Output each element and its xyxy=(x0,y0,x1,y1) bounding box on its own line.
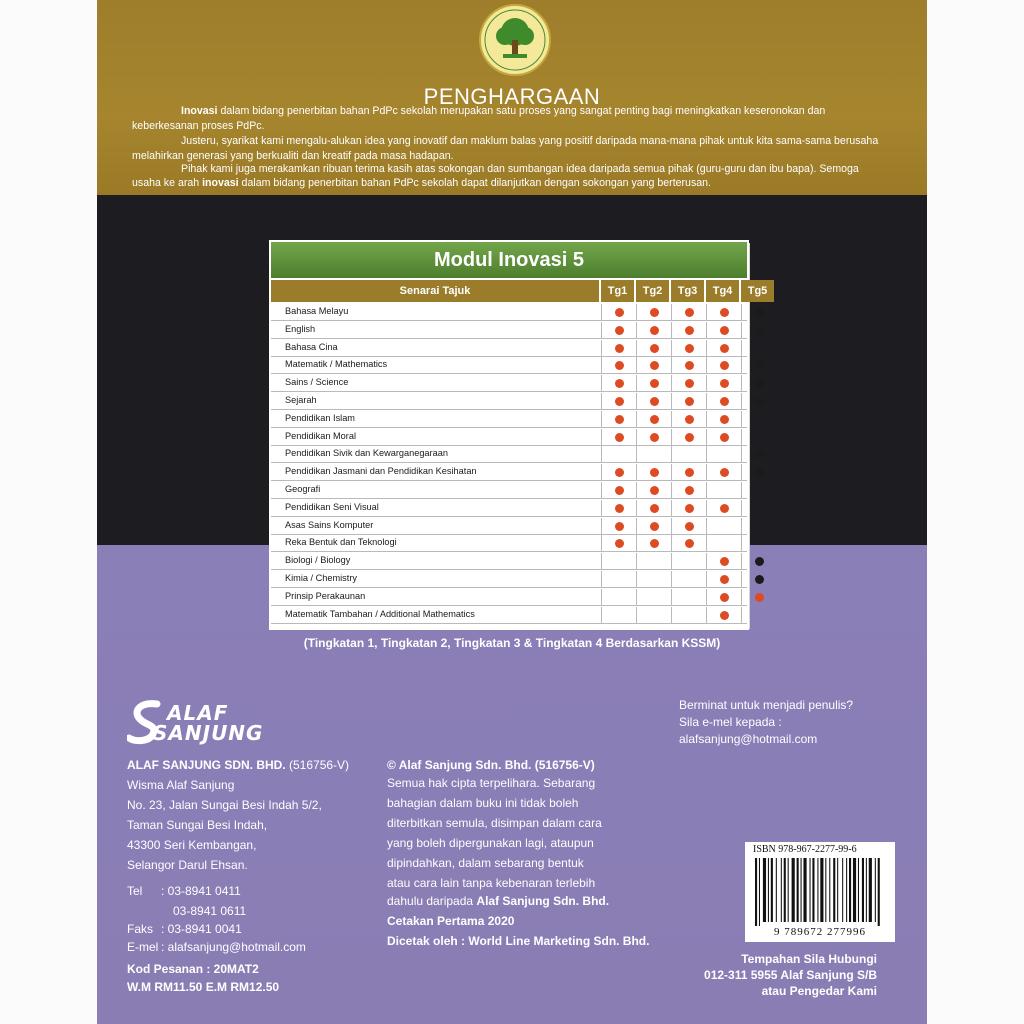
orange-dot-icon xyxy=(615,326,624,335)
table-row xyxy=(271,340,747,357)
table-row xyxy=(271,535,747,552)
paragraph-2-line-1: Justeru, syarikat kami mengalu-alukan idea yang inovatif dan maklum balas yang positif daripada mana-mana pihak untuk kita sama-sama berusaha xyxy=(181,135,879,147)
black-dot-icon xyxy=(755,379,764,388)
orange-dot-icon xyxy=(720,308,729,317)
orange-dot-icon xyxy=(650,344,659,353)
row-subject-label: Bahasa Melayu xyxy=(285,306,349,316)
orange-dot-icon xyxy=(685,344,694,353)
orange-dot-icon xyxy=(720,344,729,353)
table-cell-tg3 xyxy=(671,464,706,481)
address-line-3: Taman Sungai Besi Indah, xyxy=(127,818,268,832)
table-row xyxy=(271,464,747,481)
brand-line-2: SANJUNG xyxy=(153,721,264,745)
address-line-1: Wisma Alaf Sanjung xyxy=(127,778,235,792)
table-cell-tg1 xyxy=(601,500,636,517)
copyright-text-6: atau cara lain tanpa kebenaran terlebih xyxy=(387,876,596,890)
table-cell-tg1 xyxy=(601,411,636,428)
isbn-barcode xyxy=(745,842,895,942)
table-row xyxy=(271,429,747,446)
table-cell-tg5 xyxy=(741,322,776,339)
row-subject-label: Pendidikan Islam xyxy=(285,412,355,423)
paragraph-3-text-a: usaha ke arah xyxy=(132,177,203,189)
table-cell-tg2 xyxy=(636,340,671,357)
orange-dot-icon xyxy=(615,397,624,406)
table-cell-tg3 xyxy=(671,571,706,588)
writer-email: alafsanjung@hotmail.com xyxy=(679,732,818,746)
copyright-text-3: diterbitkan semula, disimpan dalam cara xyxy=(387,816,602,830)
row-subject-label: Pendidikan Seni Visual xyxy=(285,501,379,512)
table-row xyxy=(271,322,747,339)
table-row xyxy=(271,375,747,392)
orange-dot-icon xyxy=(720,593,729,602)
table-row xyxy=(271,589,747,606)
barcode-bar xyxy=(784,858,786,922)
tel-label: Tel xyxy=(127,884,143,898)
table-cell-tg4 xyxy=(706,357,741,374)
orange-dot-icon xyxy=(685,468,694,477)
orange-dot-icon xyxy=(615,486,624,495)
table-cell-tg4 xyxy=(706,518,741,535)
table-cell-tg2 xyxy=(636,482,671,499)
table-cell-tg5 xyxy=(741,340,776,357)
barcode-bar xyxy=(825,858,826,922)
table-cell-tg5 xyxy=(741,571,776,588)
table-cell-tg3 xyxy=(671,304,706,321)
table-cell-tg5 xyxy=(741,500,776,517)
copyright-text-7 xyxy=(387,894,609,908)
table-cell-tg4 xyxy=(706,500,741,517)
orange-dot-icon xyxy=(650,415,659,424)
black-dot-icon xyxy=(755,468,764,477)
table-cell-tg2 xyxy=(636,500,671,517)
orange-dot-icon xyxy=(685,415,694,424)
paragraph-2-line-2: melahirkan generasi yang berkualiti dan kreatif pada masa hadapan. xyxy=(132,150,454,162)
table-cell-tg3 xyxy=(671,322,706,339)
table-cell-tg2 xyxy=(636,589,671,606)
orange-dot-icon xyxy=(650,379,659,388)
table-cell-tg1 xyxy=(601,375,636,392)
orange-dot-icon xyxy=(685,522,694,531)
row-subject-label: Matematik Tambahan / Additional Mathematics xyxy=(285,608,475,619)
table-cell-tg3 xyxy=(671,393,706,410)
table-cell-tg3 xyxy=(671,340,706,357)
paragraph-3-text-b: dalam bidang penerbitan bahan PdPc sekolah dapat dilanjutkan dengan sokongan yang berterusan. xyxy=(238,177,711,189)
orange-dot-icon xyxy=(615,308,624,317)
orange-dot-icon xyxy=(650,308,659,317)
table-cell-tg2 xyxy=(636,446,671,463)
col-header-tg3: Tg3 xyxy=(671,280,704,302)
col-header-tg5: Tg5 xyxy=(741,280,774,302)
table-cell-tg4 xyxy=(706,340,741,357)
barcode-bar xyxy=(842,858,843,922)
orange-dot-icon xyxy=(720,379,729,388)
orange-dot-icon xyxy=(685,397,694,406)
table-cell-tg5 xyxy=(741,393,776,410)
table-cell-tg1 xyxy=(601,393,636,410)
address-line-5: Selangor Darul Ehsan. xyxy=(127,858,248,872)
orange-dot-icon xyxy=(615,415,624,424)
email-address: : alafsanjung@hotmail.com xyxy=(161,940,306,954)
paragraph-3-line-2 xyxy=(132,176,922,191)
black-dot-icon xyxy=(755,575,764,584)
table-cell-tg5 xyxy=(741,607,776,624)
copyright-line: © Alaf Sanjung Sdn. Bhd. (516756-V) xyxy=(387,758,595,772)
black-dot-icon xyxy=(755,450,764,459)
orange-dot-icon xyxy=(720,433,729,442)
col-header-subject: Senarai Tajuk xyxy=(271,280,599,302)
row-subject-label: Kimia / Chemistry xyxy=(285,573,357,583)
table-cell-tg1 xyxy=(601,340,636,357)
col-header-tg1: Tg1 xyxy=(601,280,634,302)
orange-dot-icon xyxy=(650,468,659,477)
table-cell-tg4 xyxy=(706,393,741,410)
table-cell-tg4 xyxy=(706,535,741,552)
isbn-label: ISBN 978-967-2277-99-6 xyxy=(753,844,857,855)
orange-dot-icon xyxy=(615,468,624,477)
orange-dot-icon xyxy=(720,397,729,406)
orange-dot-icon xyxy=(720,557,729,566)
black-dot-icon xyxy=(755,557,764,566)
printer: Dicetak oleh : World Line Marketing Sdn. Bhd. xyxy=(387,934,650,948)
barcode-bar xyxy=(792,858,795,922)
table-title: Modul Inovasi 5 xyxy=(271,242,747,278)
fax-number: : 03-8941 0041 xyxy=(161,922,242,936)
orange-dot-icon xyxy=(650,486,659,495)
table-cell-tg2 xyxy=(636,322,671,339)
table-cell-tg1 xyxy=(601,357,636,374)
orange-dot-icon xyxy=(685,379,694,388)
orange-dot-icon xyxy=(720,504,729,513)
table-cell-tg2 xyxy=(636,375,671,392)
paragraph-3-line-1: Pihak kami juga merakamkan ribuan terima kasih atas sokongan dan sumbangan idea daripada semua pihak (guru-guru dan ibu bapa). Semoga xyxy=(181,163,859,175)
barcode-bar xyxy=(801,858,802,922)
paragraph-1-line-1 xyxy=(181,104,901,119)
table-cell-tg5 xyxy=(741,553,776,570)
alaf-sanjung-logo xyxy=(127,700,287,748)
barcode-bar xyxy=(862,858,864,922)
barcode-icon xyxy=(745,858,895,928)
table-cell-tg5 xyxy=(741,518,776,535)
table-cell-tg4 xyxy=(706,375,741,392)
edition: Cetakan Pertama 2020 xyxy=(387,914,515,928)
row-subject-label: Sejarah xyxy=(285,395,317,405)
table-cell-tg3 xyxy=(671,607,706,624)
address-line-4: 43300 Seri Kembangan, xyxy=(127,838,257,852)
table-cell-tg3 xyxy=(671,375,706,392)
table-cell-tg5 xyxy=(741,375,776,392)
black-dot-icon xyxy=(755,308,764,317)
paragraph-3-inovasi: inovasi xyxy=(202,177,239,189)
barcode-bar xyxy=(755,858,757,926)
barcode-bar xyxy=(788,858,789,922)
col-header-tg4: Tg4 xyxy=(706,280,739,302)
table-row xyxy=(271,393,747,410)
orange-dot-icon xyxy=(720,468,729,477)
row-subject-label: Pendidikan Moral xyxy=(285,430,356,441)
row-subject-label: Prinsip Perakaunan xyxy=(285,590,366,601)
table-cell-tg1 xyxy=(601,304,636,321)
table-cell-tg5 xyxy=(741,429,776,446)
row-subject-label: Biologi / Biology xyxy=(285,555,351,566)
email-label: E-mel xyxy=(127,940,159,954)
orange-dot-icon xyxy=(685,308,694,317)
table-cell-tg2 xyxy=(636,429,671,446)
table-cell-tg2 xyxy=(636,464,671,481)
orange-dot-icon xyxy=(650,504,659,513)
table-cell-tg1 xyxy=(601,553,636,570)
orange-dot-icon xyxy=(685,486,694,495)
table-cell-tg3 xyxy=(671,482,706,499)
writer-invite-1: Berminat untuk menjadi penulis? xyxy=(679,698,854,712)
orange-dot-icon xyxy=(650,433,659,442)
table-cell-tg5 xyxy=(741,482,776,499)
table-row xyxy=(271,446,747,463)
barcode-bar xyxy=(797,858,799,922)
table-cell-tg1 xyxy=(601,482,636,499)
table-row xyxy=(271,553,747,570)
barcode-bar xyxy=(849,858,851,922)
table-row xyxy=(271,500,747,517)
tree-logo-icon xyxy=(479,4,551,76)
barcode-bar xyxy=(810,858,811,922)
table-cell-tg5 xyxy=(741,304,776,321)
row-subject-label: Pendidikan Sivik dan Kewarganegaraan xyxy=(285,448,448,459)
table-cell-tg5 xyxy=(741,446,776,463)
orange-dot-icon xyxy=(685,504,694,513)
table-row xyxy=(271,571,747,588)
row-subject-label: Geografi xyxy=(285,484,321,494)
copyright-text-2: bahagian dalam buku ini tidak boleh xyxy=(387,796,579,810)
orange-dot-icon xyxy=(650,397,659,406)
barcode-bar xyxy=(853,858,856,922)
table-row xyxy=(271,607,747,624)
table-row xyxy=(271,357,747,374)
company-bold: ALAF SANJUNG SDN. BHD. xyxy=(127,758,286,772)
tel-2: 03-8941 0611 xyxy=(173,904,247,918)
inovasi-bold: Inovasi xyxy=(181,105,218,117)
table-cell-tg5 xyxy=(741,464,776,481)
table-cell-tg2 xyxy=(636,535,671,552)
table-row xyxy=(271,518,747,535)
barcode-bar xyxy=(776,858,777,922)
barcode-bar xyxy=(812,858,814,922)
table-cell-tg4 xyxy=(706,571,741,588)
page-title: PENGHARGAAN xyxy=(423,84,601,109)
barcode-bar xyxy=(803,858,806,922)
writer-invite-2: Sila e-mel kepada : xyxy=(679,715,782,729)
barcode-bar xyxy=(878,858,880,926)
barcode-bar xyxy=(858,858,859,922)
barcode-bar xyxy=(817,858,818,922)
black-dot-icon xyxy=(755,326,764,335)
left-margin xyxy=(0,0,97,1024)
barcode-bar xyxy=(768,858,769,922)
table-cell-tg1 xyxy=(601,535,636,552)
company-reg: (516756-V) xyxy=(285,758,350,772)
orange-dot-icon xyxy=(650,539,659,548)
table-cell-tg1 xyxy=(601,322,636,339)
table-row xyxy=(271,304,747,321)
paragraph-1-text: dalam bidang penerbitan bahan PdPc sekolah merupakan satu proses yang sangat penting bagi meningkatkan keseronokan dan xyxy=(217,105,826,117)
table-cell-tg4 xyxy=(706,411,741,428)
barcode-bar xyxy=(781,858,782,922)
row-subject-label: Sains / Science xyxy=(285,377,349,388)
barcode-bar xyxy=(866,858,867,922)
barcode-bar xyxy=(846,858,847,922)
orange-dot-icon xyxy=(720,361,729,370)
copyright-text-5: dipindahkan, dalam sebarang bentuk xyxy=(387,856,584,870)
table-cell-tg2 xyxy=(636,357,671,374)
orange-dot-icon xyxy=(615,539,624,548)
barcode-bar xyxy=(759,858,760,926)
orange-dot-icon xyxy=(720,415,729,424)
barcode-bar xyxy=(869,858,872,922)
barcode-bar xyxy=(833,858,835,922)
table-cell-tg3 xyxy=(671,429,706,446)
orange-dot-icon xyxy=(615,522,624,531)
table-cell-tg1 xyxy=(601,589,636,606)
row-subject-label: English xyxy=(285,323,316,334)
company-name xyxy=(127,758,349,772)
barcode-bar xyxy=(820,858,823,922)
table-cell-tg4 xyxy=(706,446,741,463)
table-cell-tg3 xyxy=(671,553,706,570)
table-cell-tg5 xyxy=(741,411,776,428)
table-cell-tg1 xyxy=(601,518,636,535)
table-cell-tg3 xyxy=(671,535,706,552)
row-subject-label: Pendidikan Jasmani dan Pendidikan Kesihatan xyxy=(285,466,477,477)
table-cell-tg3 xyxy=(671,518,706,535)
orange-dot-icon xyxy=(650,522,659,531)
paragraph-1-line-2: keberkesanan proses PdPc. xyxy=(132,120,265,132)
copyright-text-1: Semua hak cipta terpelihara. Sebarang xyxy=(387,776,596,790)
col-header-tg2: Tg2 xyxy=(636,280,669,302)
orange-dot-icon xyxy=(615,361,624,370)
table-cell-tg3 xyxy=(671,411,706,428)
back-cover xyxy=(97,0,927,1024)
row-subject-label: Bahasa Cina xyxy=(285,341,338,352)
table-cell-tg1 xyxy=(601,607,636,624)
table-row xyxy=(271,411,747,428)
row-subject-label: Reka Bentuk dan Teknologi xyxy=(285,537,397,548)
table-cell-tg2 xyxy=(636,518,671,535)
modul-table xyxy=(269,240,768,630)
copyright-text-4: yang boleh dipergunakan lagi, ataupun xyxy=(387,836,594,850)
orange-dot-icon xyxy=(650,361,659,370)
order-line-3: atau Pengedar Kami xyxy=(761,984,877,998)
right-margin xyxy=(927,0,1024,1024)
table-cell-tg4 xyxy=(706,304,741,321)
table-cell-tg3 xyxy=(671,500,706,517)
barcode-bar xyxy=(875,858,876,922)
table-cell-tg5 xyxy=(741,589,776,606)
table-cell-tg5 xyxy=(741,535,776,552)
table-cell-tg4 xyxy=(706,589,741,606)
table-cell-tg3 xyxy=(671,357,706,374)
table-cell-tg2 xyxy=(636,571,671,588)
orange-dot-icon xyxy=(615,344,624,353)
row-subject-label: Asas Sains Komputer xyxy=(285,519,374,530)
order-line-1: Tempahan Sila Hubungi xyxy=(741,952,877,966)
table-cell-tg4 xyxy=(706,482,741,499)
table-cell-tg2 xyxy=(636,607,671,624)
black-dot-icon xyxy=(755,361,764,370)
table-row xyxy=(271,482,747,499)
orange-dot-icon xyxy=(615,433,624,442)
table-cell-tg4 xyxy=(706,464,741,481)
table-cell-tg2 xyxy=(636,393,671,410)
table-cell-tg1 xyxy=(601,571,636,588)
barcode-bar xyxy=(771,858,773,922)
row-subject-label: Matematik / Mathematics xyxy=(285,359,388,370)
order-code: Kod Pesanan : 20MAT2 xyxy=(127,962,259,976)
brand-line-1: ALAF xyxy=(167,701,229,725)
orange-dot-icon xyxy=(720,326,729,335)
table-cell-tg1 xyxy=(601,429,636,446)
price: W.M RM11.50 E.M RM12.50 xyxy=(127,980,280,994)
orange-dot-icon xyxy=(685,361,694,370)
table-cell-tg2 xyxy=(636,304,671,321)
black-dot-icon xyxy=(755,397,764,406)
orange-dot-icon xyxy=(720,575,729,584)
orange-dot-icon xyxy=(650,326,659,335)
orange-dot-icon xyxy=(685,433,694,442)
orange-dot-icon xyxy=(615,379,624,388)
table-cell-tg1 xyxy=(601,446,636,463)
barcode-bar xyxy=(837,858,838,922)
orange-dot-icon xyxy=(615,504,624,513)
table-cell-tg3 xyxy=(671,446,706,463)
order-line-2: 012-311 5955 Alaf Sanjung S/B xyxy=(704,968,877,982)
barcode-bar xyxy=(763,858,766,922)
table-cell-tg5 xyxy=(741,357,776,374)
tel-1: : 03-8941 0411 xyxy=(161,884,241,898)
table-note: (Tingkatan 1, Tingkatan 2, Tingkatan 3 & Tingkatan 4 Berdasarkan KSSM) xyxy=(303,636,721,650)
copyright-text-7a: dahulu daripada xyxy=(387,894,477,908)
table-cell-tg2 xyxy=(636,411,671,428)
barcode-bar xyxy=(829,858,830,922)
orange-dot-icon xyxy=(755,593,764,602)
copyright-text-7b: Alaf Sanjung Sdn. Bhd. xyxy=(476,894,610,908)
table-cell-tg4 xyxy=(706,429,741,446)
table-cell-tg2 xyxy=(636,553,671,570)
table-cell-tg4 xyxy=(706,607,741,624)
address-line-2: No. 23, Jalan Sungai Besi Indah 5/2, xyxy=(127,798,322,812)
orange-dot-icon xyxy=(720,611,729,620)
table-cell-tg1 xyxy=(601,464,636,481)
isbn-digits: 9 789672 277996 xyxy=(774,926,866,938)
orange-dot-icon xyxy=(685,539,694,548)
table-cell-tg3 xyxy=(671,589,706,606)
table-cell-tg4 xyxy=(706,553,741,570)
table-cell-tg4 xyxy=(706,322,741,339)
fax-label: Faks xyxy=(127,922,154,936)
orange-dot-icon xyxy=(685,326,694,335)
